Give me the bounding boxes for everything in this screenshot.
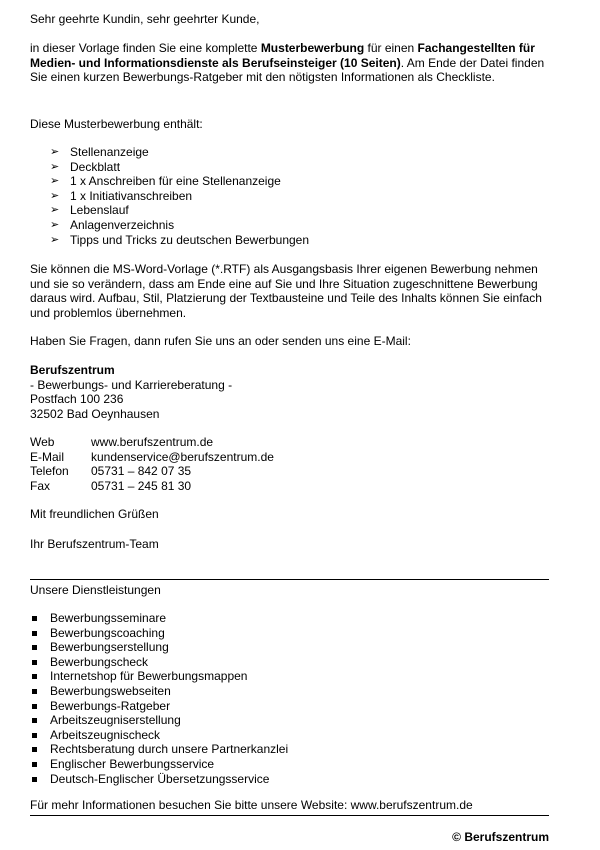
list-item xyxy=(30,611,552,626)
list-item xyxy=(30,189,552,204)
list-item-label: Deutsch-Englischer Übersetzungsservice xyxy=(50,771,270,786)
list-item-label: Stellenanzeige xyxy=(70,145,149,159)
list-item xyxy=(30,640,552,655)
square-bullet-icon xyxy=(32,631,37,636)
list-item-label: Bewerbungserstellung xyxy=(50,640,169,655)
services-list xyxy=(30,611,552,786)
contents-heading: Diese Musterbewerbung enthält: xyxy=(30,117,203,131)
list-item xyxy=(30,684,552,699)
list-item-label: Bewerbungswebseiten xyxy=(50,683,171,698)
contact-label: Web xyxy=(30,435,55,449)
contact-label: E-Mail xyxy=(30,449,65,464)
arrow-bullet-icon: ➢ xyxy=(50,218,60,231)
list-item-label: Bewerbungsseminare xyxy=(50,611,167,625)
list-item-label: Bewerbungs-Ratgeber xyxy=(50,698,171,713)
list-item xyxy=(30,728,552,743)
arrow-bullet-icon: ➢ xyxy=(50,160,60,173)
arrow-bullet-icon: ➢ xyxy=(50,146,60,158)
intro-text-3: . Am Ende der Datei finden Sie einen kurzen Bewerbungs-Ratgeber mit den nötigsten Informationen als Checkliste. xyxy=(30,55,545,85)
contact-row-email xyxy=(30,450,552,465)
contact-value: kundenservice@berufszentrum.de xyxy=(91,449,274,464)
list-item-label: Rechtsberatung durch unsere Partnerkanzlei xyxy=(50,742,289,757)
contact-row-web xyxy=(30,435,552,450)
square-bullet-icon xyxy=(32,660,37,665)
contact-value: 05731 – 245 81 30 xyxy=(91,478,192,493)
list-item-label: Englischer Bewerbungsservice xyxy=(50,756,215,771)
contents-list xyxy=(30,145,552,247)
intro-paragraph xyxy=(30,41,552,85)
list-item xyxy=(30,145,552,160)
list-item-label: Arbeitszeugniserstellung xyxy=(50,713,181,728)
list-item-label: Bewerbungscoaching xyxy=(50,625,165,640)
arrow-bullet-icon: ➢ xyxy=(50,233,60,246)
contact-row-phone xyxy=(30,464,552,479)
arrow-bullet-icon: ➢ xyxy=(50,189,60,202)
square-bullet-icon xyxy=(32,689,37,694)
list-item xyxy=(30,757,552,772)
list-item xyxy=(30,626,552,641)
closing: Mit freundlichen Grüßen xyxy=(30,507,159,521)
list-item xyxy=(30,655,552,670)
list-item-label: Lebenslauf xyxy=(70,203,129,218)
list-item xyxy=(30,174,552,189)
square-bullet-icon xyxy=(32,718,37,723)
contact-row-fax xyxy=(30,479,552,494)
usage-paragraph: Sie können die MS-Word-Vorlage (*.RTF) als Ausgangsbasis Ihrer eigenen Bewerbung nehmen und sie so verändern, dass am Ende eine auf Sie und Ihre Situation zugeschnittene Bewerbung daraus wird. Aufbau, Stil, Platzierung der Textbausteine und Teile des Inhalts können Sie einfach und problemlos übernehmen. xyxy=(30,262,542,320)
square-bullet-icon xyxy=(32,762,37,767)
arrow-bullet-icon: ➢ xyxy=(50,204,60,217)
list-item xyxy=(30,742,552,757)
square-bullet-icon xyxy=(32,645,37,650)
list-item-label: Tipps und Tricks zu deutschen Bewerbungen xyxy=(70,232,310,247)
list-item-label: Deckblatt xyxy=(70,159,121,174)
contact-label: Telefon xyxy=(30,464,69,479)
square-bullet-icon xyxy=(32,616,37,621)
city: 32502 Bad Oeynhausen xyxy=(30,406,160,421)
list-item xyxy=(30,160,552,175)
po-box: Postfach 100 236 xyxy=(30,392,124,407)
list-item-label: Internetshop für Bewerbungsmappen xyxy=(50,669,248,684)
contact-value: 05731 – 842 07 35 xyxy=(91,464,192,479)
list-item xyxy=(30,699,552,714)
address-block xyxy=(30,363,552,421)
contact-value: www.berufszentrum.de xyxy=(91,435,214,449)
list-item xyxy=(30,233,552,248)
square-bullet-icon xyxy=(32,733,37,738)
contact-label: Fax xyxy=(30,478,51,493)
copyright-notice: © Berufszentrum xyxy=(452,830,549,844)
list-item xyxy=(30,218,552,233)
intro-bold-2: Fachangestellten für Medien- und Informationsdienste als Berufseinsteiger (10 Seiten) xyxy=(30,41,535,70)
list-item xyxy=(30,203,552,218)
website-note: Für mehr Informationen besuchen Sie bitte unsere Website: www.berufszentrum.de xyxy=(30,798,473,812)
company-tagline: - Bewerbungs- und Karriereberatung - xyxy=(30,377,233,392)
divider xyxy=(30,579,549,580)
square-bullet-icon xyxy=(32,777,37,782)
square-bullet-icon xyxy=(32,674,37,679)
divider xyxy=(30,815,549,816)
list-item xyxy=(30,669,552,684)
square-bullet-icon xyxy=(32,747,37,752)
list-item-label: 1 x Initiativanschreiben xyxy=(70,188,193,203)
list-item xyxy=(30,713,552,728)
contact-block xyxy=(30,435,552,493)
list-item-label: 1 x Anschreiben für eine Stellenanzeige xyxy=(70,174,281,189)
greeting: Sehr geehrte Kundin, sehr geehrter Kunde, xyxy=(30,12,260,26)
company-name: Berufszentrum xyxy=(30,363,115,377)
list-item-label: Arbeitszeugnischeck xyxy=(50,727,161,742)
square-bullet-icon xyxy=(32,704,37,709)
arrow-bullet-icon: ➢ xyxy=(50,175,60,188)
list-item xyxy=(30,772,552,787)
list-item-label: Anlagenverzeichnis xyxy=(70,217,175,232)
intro-bold-1: Musterbewerbung xyxy=(260,41,365,55)
signature: Ihr Berufszentrum-Team xyxy=(30,537,159,551)
list-item-label: Bewerbungscheck xyxy=(50,654,149,669)
questions-paragraph: Haben Sie Fragen, dann rufen Sie uns an oder senden uns eine E-Mail: xyxy=(30,334,411,348)
intro-text-1: in dieser Vorlage finden Sie eine komplette xyxy=(30,41,261,55)
services-heading: Unsere Dienstleistungen xyxy=(30,583,161,597)
intro-text-2: für einen xyxy=(364,41,418,55)
